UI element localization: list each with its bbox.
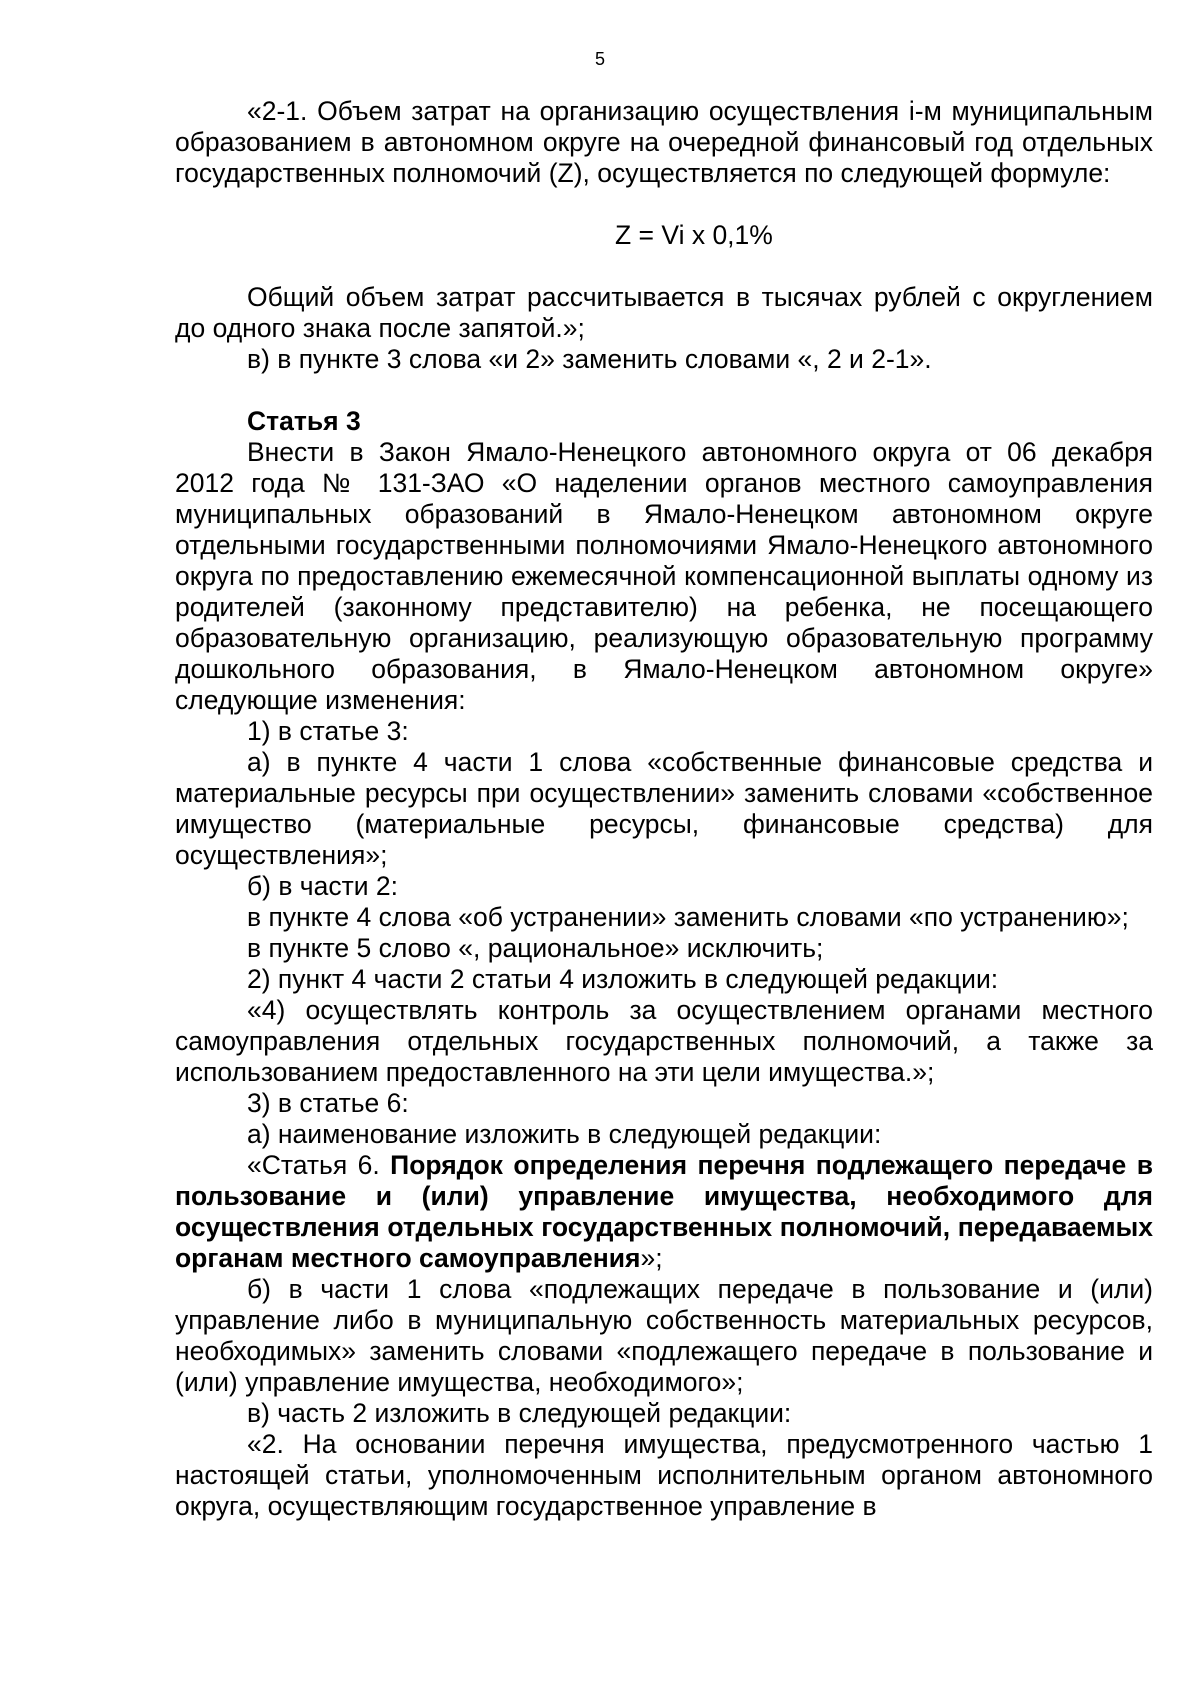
spacer <box>175 375 1153 406</box>
paragraph-item-3-article-6: 3) в статье 6: <box>247 1088 409 1118</box>
paragraph-article-3-item-1: 1) в статье 3: <box>247 716 409 746</box>
paragraph-article-3-intro: Внести в Закон Ямало-Ненецкого автономного округа от 06 декабря 2012 года № 131-ЗАО «О наделении органов местного самоуправления муниципальных образований в Ямало-Ненецком автономном округе отдельными государственными полномочиями Ямало-Ненецкого автономного округа по предоставлению ежемесячной компенсационной выплаты одному из родителей (законному представителю) на ребенка, не посещающего образовательную организацию, реализующую образовательную программу дошкольного образования, в Ямало-Ненецком автономном округе» следующие изменения: <box>175 437 1153 715</box>
article-6-bold-title: Порядок определения перечня подлежащего передаче в пользование и (или) управление имущества, необходимого для осуществления отдельных государственных полномочий, передаваемых органам местного самоуправления <box>175 1150 1153 1273</box>
paragraph-item-b: б) в части 2: <box>247 871 399 901</box>
paragraph-point-4: в пункте 4 слова «об устранении» заменить словами «по устранению»; <box>247 902 1129 932</box>
page-number: 5 <box>594 49 605 69</box>
paragraph-part-2-text: «2. На основании перечня имущества, предусмотренного частью 1 настоящей статьи, уполномоченным исполнительным органом автономного округа, осуществляющим государственное управление в <box>175 1429 1153 1521</box>
paragraph-item-3: в) в пункте 3 слова «и 2» заменить словами «, 2 и 2-1». <box>247 344 932 374</box>
paragraph-2-1: «2-1. Объем затрат на организацию осуществления i-м муниципальным образованием в автономном округе на очередной финансовый год отдельных государственных полномочий (Z), осуществляется по следующей формуле: <box>175 96 1153 188</box>
paragraph-part-1-edit: б) в части 1 слова «подлежащих передаче в пользование и (или) управление либо в муниципальную собственность материальных ресурсов, необходимых» заменить словами «подлежащего передаче в пользование и (или) управление имущества, необходимого»; <box>175 1274 1153 1397</box>
article-6-prefix: «Статья 6. <box>247 1150 391 1180</box>
article-6-suffix: »; <box>640 1243 663 1273</box>
article-heading: Статья 3 <box>247 406 361 436</box>
paragraph-point-5: в пункте 5 слово «, рациональное» исключить; <box>247 933 824 963</box>
paragraph-item-2: 2) пункт 4 части 2 статьи 4 изложить в следующей редакции: <box>247 964 999 994</box>
paragraph-article-6-title <box>175 1150 1153 1274</box>
formula: Z = Vi x 0,1% <box>615 220 773 250</box>
paragraph-part-2-edit: в) часть 2 изложить в следующей редакции: <box>247 1398 792 1428</box>
paragraph-name-edit: а) наименование изложить в следующей редакции: <box>247 1119 882 1149</box>
paragraph-control: «4) осуществлять контроль за осуществлением органами местного самоуправления отдельных государственных полномочий, а также за использованием предоставленного на эти цели имущества.»; <box>175 995 1153 1087</box>
paragraph-total-cost: Общий объем затрат рассчитывается в тысячах рублей с округлением до одного знака после запятой.»; <box>175 282 1153 343</box>
paragraph-item-a: а) в пункте 4 части 1 слова «собственные финансовые средства и материальные ресурсы при осуществлении» заменить словами «собственное имущество (материальные ресурсы, финансовые средства) для осуществления»; <box>175 747 1153 870</box>
document-body <box>175 96 1153 1522</box>
